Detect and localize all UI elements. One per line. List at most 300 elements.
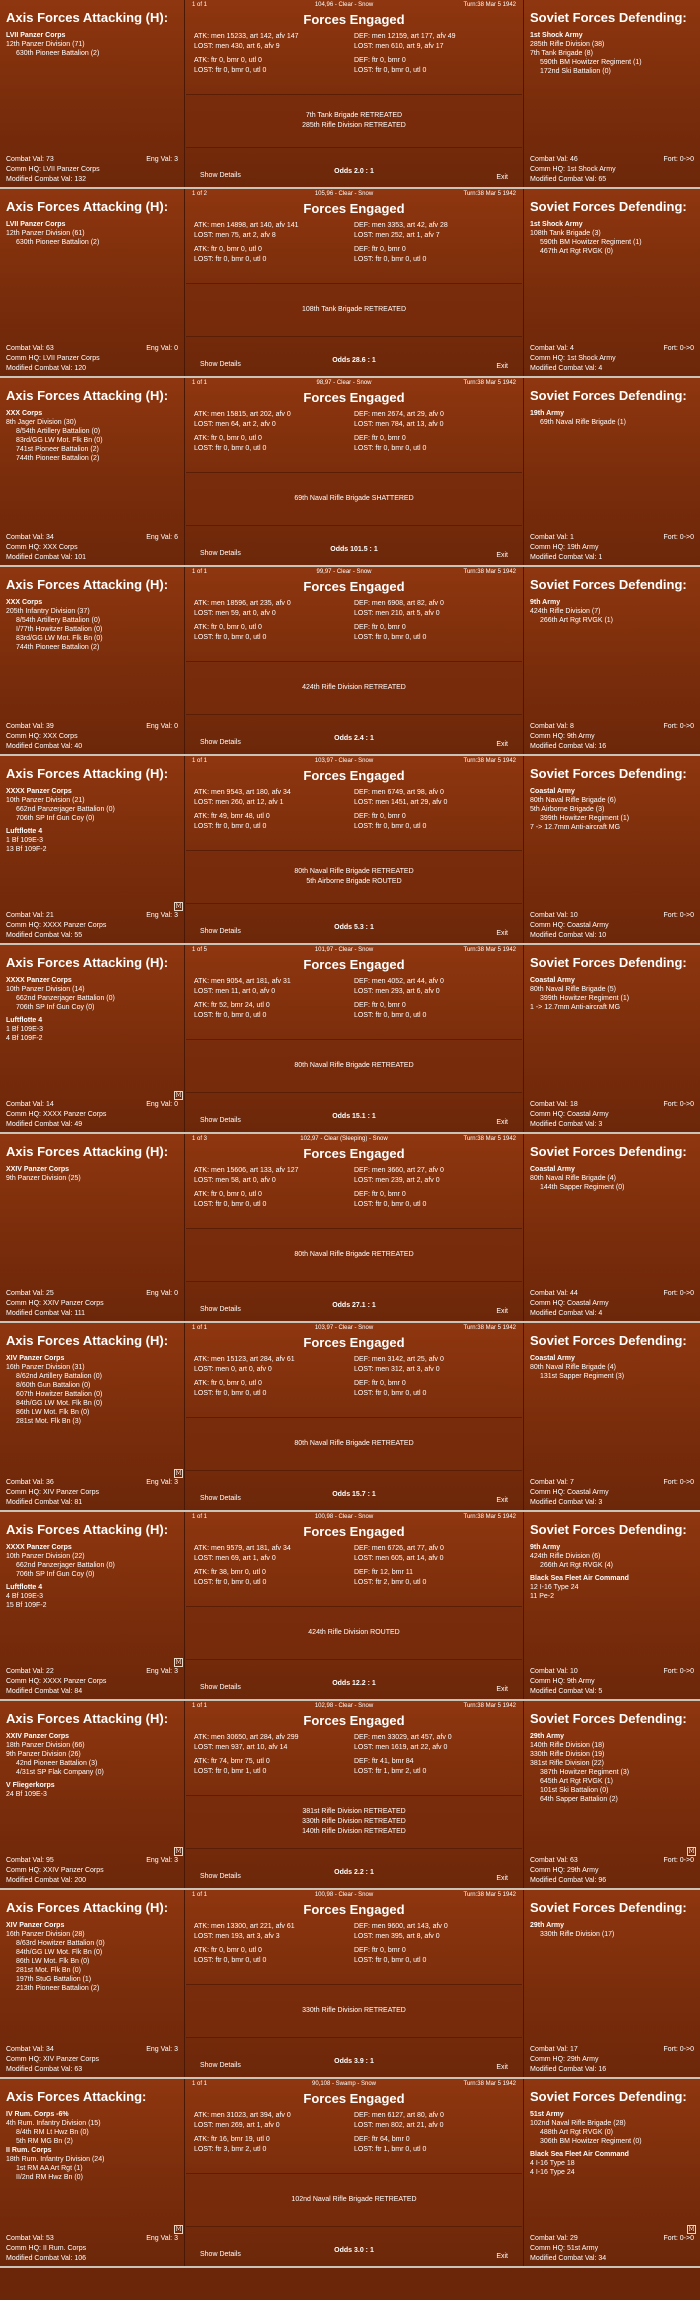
defender-ground-strength: DEF: men 6726, art 77, afv 0 xyxy=(354,1545,444,1552)
unit-line: XXXX Panzer Corps xyxy=(6,977,72,984)
show-details-button[interactable]: Show Details xyxy=(200,1306,241,1313)
attacker-eng-val: Eng Val: 0 xyxy=(146,1290,178,1297)
unit-line: 172nd Ski Battalion (0) xyxy=(540,68,611,75)
attacker-comm-hq: Comm HQ: XIV Panzer Corps xyxy=(6,2056,99,2063)
attacker-combat-val: Combat Val: 22 xyxy=(6,1668,54,1675)
attacker-eng-val: Eng Val: 3 xyxy=(146,1479,178,1486)
defender-footer xyxy=(530,1478,694,1508)
forces-engaged-title: Forces Engaged xyxy=(303,2091,405,2106)
unit-line: 1 Bf 109E-3 xyxy=(6,837,43,844)
attacker-air-strength: ATK: ftr 38, bmr 0, utl 0 xyxy=(194,1569,266,1576)
defender-comm-hq: Comm HQ: 1st Shock Army xyxy=(530,166,616,173)
attacker-column xyxy=(0,567,185,754)
unit-line: 330th Rifle Division (19) xyxy=(530,1751,605,1758)
losses-table xyxy=(194,1922,514,1966)
defender-ground-losses: LOST: men 239, art 2, afv 0 xyxy=(354,1177,440,1184)
attacker-ground-losses: LOST: men 69, art 1, afv 0 xyxy=(194,1555,276,1562)
unit-line: 7th Tank Brigade (8) xyxy=(530,50,593,57)
attacker-column xyxy=(0,1134,185,1321)
unit-line: XXXX Panzer Corps xyxy=(6,1544,72,1551)
attacker-title: Axis Forces Attacking (H): xyxy=(6,10,169,25)
unit-line: II/2nd RM Hwz Bn (0) xyxy=(16,2174,83,2181)
unit-line: 18th Panzer Division (66) xyxy=(6,1742,85,1749)
attacker-modified-combat-val: Modified Combat Val: 40 xyxy=(6,743,83,750)
unit-line: 83rd/GG LW Mot. Flk Bn (0) xyxy=(16,437,103,444)
unit-line: 86th LW Mot. Flk Bn (0) xyxy=(16,1409,90,1416)
unit-line: 10th Panzer Division (22) xyxy=(6,1553,85,1560)
attacker-ground-losses: LOST: men 937, art 10, afv 14 xyxy=(194,1744,288,1751)
defender-title: Soviet Forces Defending: xyxy=(530,1522,687,1537)
attacker-air-losses: LOST: ftr 0, bmr 0, utl 0 xyxy=(194,1579,267,1586)
turn-date: Turn:38 Mar 5 1942 xyxy=(463,1514,516,1520)
battle-odds: Odds 12.2 : 1 xyxy=(332,1680,376,1687)
attacker-air-strength: ATK: ftr 49, bmr 48, utl 0 xyxy=(194,813,270,820)
defender-air-strength: DEF: ftr 12, bmr 11 xyxy=(354,1569,413,1576)
unit-line: 8/60th Gun Battalion (0) xyxy=(16,1382,91,1389)
defender-column xyxy=(523,1890,700,2077)
attacker-expand-toggle[interactable]: [v] xyxy=(175,903,182,909)
unit-line: 630th Pioneer Battalion (2) xyxy=(16,50,100,57)
defender-unit-list xyxy=(530,787,694,832)
defender-combat-val: Combat Val: 10 xyxy=(530,912,578,919)
attacker-modified-combat-val: Modified Combat Val: 132 xyxy=(6,176,87,183)
result-line: 80th Naval Rifle Brigade RETREATED xyxy=(294,868,414,875)
result-line: 424th Rifle Division ROUTED xyxy=(308,1629,400,1636)
losses-table xyxy=(194,599,514,643)
unit-line: Luftflotte 4 xyxy=(6,1017,43,1024)
defender-footer xyxy=(530,722,694,752)
exit-button[interactable]: Exit xyxy=(496,1686,508,1693)
defender-air-strength: DEF: ftr 0, bmr 0 xyxy=(354,246,406,253)
defender-footer xyxy=(530,2234,694,2264)
losses-table xyxy=(194,2111,514,2155)
defender-air-losses: LOST: ftr 0, bmr 0, utl 0 xyxy=(354,1390,427,1397)
unit-line: Coastal Army xyxy=(530,788,575,795)
attacker-ground-losses: LOST: men 430, art 6, afv 9 xyxy=(194,43,280,50)
forces-engaged-title: Forces Engaged xyxy=(303,579,405,594)
unit-line: 9th Panzer Division (25) xyxy=(6,1175,81,1182)
unit-line: 399th Howitzer Regiment (1) xyxy=(540,815,630,822)
attacker-column xyxy=(0,189,185,376)
unit-line: XIV Panzer Corps xyxy=(6,1355,65,1362)
defender-footer xyxy=(530,1667,694,1697)
defender-title: Soviet Forces Defending: xyxy=(530,1900,687,1915)
unit-line: 590th BM Howitzer Regiment (1) xyxy=(540,239,642,246)
battle-panel xyxy=(0,567,700,756)
unit-line: XXIV Panzer Corps xyxy=(6,1166,70,1173)
forces-engaged-title: Forces Engaged xyxy=(303,1713,405,1728)
attacker-expand-toggle[interactable]: [v] xyxy=(175,1092,182,1098)
show-details-button[interactable]: Show Details xyxy=(200,739,241,746)
attacker-column xyxy=(0,1890,185,2077)
attacker-air-losses: LOST: ftr 0, bmr 0, utl 0 xyxy=(194,634,267,641)
unit-line: 13 Bf 109F-2 xyxy=(6,846,47,853)
result-line: 80th Naval Rifle Brigade RETREATED xyxy=(294,1440,414,1447)
unit-line: 706th SP Inf Gun Coy (0) xyxy=(16,1004,95,1011)
defender-unit-list xyxy=(530,409,694,427)
unit-line: 5th Airborne Brigade (3) xyxy=(530,806,605,813)
forces-engaged-column xyxy=(186,378,522,565)
attacker-title: Axis Forces Attacking (H): xyxy=(6,1900,169,1915)
show-details-button[interactable]: Show Details xyxy=(200,550,241,557)
forces-engaged-title: Forces Engaged xyxy=(303,1902,405,1917)
exit-button[interactable]: Exit xyxy=(496,2064,508,2071)
turn-date: Turn:38 Mar 5 1942 xyxy=(463,1892,516,1898)
defender-ground-strength: DEF: men 33029, art 457, afv 0 xyxy=(354,1734,452,1741)
attacker-ground-strength: ATK: men 30650, art 284, afv 299 xyxy=(194,1734,299,1741)
defender-expand-toggle[interactable]: [v] xyxy=(688,2226,695,2232)
exit-button[interactable]: Exit xyxy=(496,1497,508,1504)
unit-line: 84th/GG LW Mot. Flk Bn (0) xyxy=(16,1949,103,1956)
unit-line: 140th Rifle Division (18) xyxy=(530,1742,605,1749)
defender-unit-list xyxy=(530,220,694,256)
unit-line: 387th Howitzer Regiment (3) xyxy=(540,1769,630,1776)
losses-table xyxy=(194,1544,514,1588)
unit-line: 8/54th Artillery Battalion (0) xyxy=(16,428,101,435)
unit-line: 467th Art Rgt RVGK (0) xyxy=(540,248,614,255)
battle-results xyxy=(186,1606,522,1660)
defender-air-losses: LOST: ftr 0, bmr 0, utl 0 xyxy=(354,1201,427,1208)
attacker-combat-val: Combat Val: 53 xyxy=(6,2235,54,2242)
unit-line: 29th Army xyxy=(530,1922,564,1929)
attacker-comm-hq: Comm HQ: LVII Panzer Corps xyxy=(6,355,100,362)
attacker-footer xyxy=(6,722,178,752)
attacker-column xyxy=(0,1512,185,1699)
unit-line: 4/31st SP Flak Company (0) xyxy=(16,1769,104,1776)
hex-weather-info: 102,98 - Clear - Snow xyxy=(314,1703,374,1709)
defender-footer xyxy=(530,344,694,374)
battle-odds: Odds 2.4 : 1 xyxy=(334,735,374,742)
unit-line: 131st Sapper Regiment (3) xyxy=(540,1373,625,1380)
defender-modified-combat-val: Modified Combat Val: 5 xyxy=(530,1688,603,1695)
unit-line: 9th Army xyxy=(530,1544,561,1551)
losses-table xyxy=(194,1166,514,1210)
losses-table xyxy=(194,32,514,76)
attacker-ground-strength: ATK: men 13300, art 221, afv 61 xyxy=(194,1923,295,1930)
attacker-ground-strength: ATK: men 18596, art 235, afv 0 xyxy=(194,600,291,607)
defender-fort-level: Fort: 0->0 xyxy=(663,1101,694,1108)
battle-odds: Odds 2.0 : 1 xyxy=(334,168,374,175)
exit-button[interactable]: Exit xyxy=(496,1875,508,1882)
unit-line: 645th Art Rgt RVGK (1) xyxy=(540,1778,614,1785)
attacker-combat-val: Combat Val: 21 xyxy=(6,912,54,919)
defender-modified-combat-val: Modified Combat Val: 4 xyxy=(530,1310,603,1317)
unit-line: II Rum. Corps xyxy=(6,2147,52,2154)
unit-line: XIV Panzer Corps xyxy=(6,1922,65,1929)
exit-button[interactable]: Exit xyxy=(496,363,508,370)
unit-line: 1 -> 12.7mm Anti-aircraft MG xyxy=(530,1004,621,1011)
unit-line: 1st Shock Army xyxy=(530,221,583,228)
battle-odds: Odds 28.6 : 1 xyxy=(332,357,376,364)
unit-line: XXIV Panzer Corps xyxy=(6,1733,70,1740)
turn-date: Turn:38 Mar 5 1942 xyxy=(463,2081,516,2087)
attacker-unit-list xyxy=(6,1354,178,1426)
battle-results xyxy=(186,1228,522,1282)
battle-odds: Odds 5.3 : 1 xyxy=(334,924,374,931)
defender-combat-val: Combat Val: 10 xyxy=(530,1668,578,1675)
forces-engaged-column xyxy=(186,189,522,376)
exit-button[interactable]: Exit xyxy=(496,741,508,748)
defender-fort-level: Fort: 0->0 xyxy=(663,1479,694,1486)
attacker-title: Axis Forces Attacking (H): xyxy=(6,1711,169,1726)
defender-fort-level: Fort: 0->0 xyxy=(663,1290,694,1297)
battle-odds: Odds 15.1 : 1 xyxy=(332,1113,376,1120)
defender-unit-list xyxy=(530,1921,694,1939)
attacker-eng-val: Eng Val: 6 xyxy=(146,534,178,541)
battle-counter: 1 of 1 xyxy=(192,2,208,8)
attacker-modified-combat-val: Modified Combat Val: 49 xyxy=(6,1121,83,1128)
defender-combat-val: Combat Val: 1 xyxy=(530,534,574,541)
attacker-title: Axis Forces Attacking (H): xyxy=(6,388,169,403)
hex-weather-info: 102,97 - Clear (Sleeping) - Snow xyxy=(300,1136,388,1142)
attacker-title: Axis Forces Attacking (H): xyxy=(6,766,169,781)
attacker-air-strength: ATK: ftr 74, bmr 75, utl 0 xyxy=(194,1758,270,1765)
unit-line: 102nd Naval Rifle Brigade (28) xyxy=(530,2120,626,2127)
defender-ground-strength: DEF: men 9600, art 143, afv 0 xyxy=(354,1923,448,1930)
unit-line: 306th BM Howitzer Regiment (0) xyxy=(540,2138,642,2145)
defender-fort-level: Fort: 0->0 xyxy=(663,156,694,163)
defender-fort-level: Fort: 0->0 xyxy=(663,534,694,541)
attacker-ground-strength: ATK: men 31023, art 394, afv 0 xyxy=(194,2112,291,2119)
hex-weather-info: 103,97 - Clear - Snow xyxy=(314,1325,374,1331)
show-details-button[interactable]: Show Details xyxy=(200,2062,241,2069)
unit-line: 488th Art Rgt RVGK (0) xyxy=(540,2129,614,2136)
unit-line: 7 -> 12.7mm Anti-aircraft MG xyxy=(530,824,621,831)
forces-engaged-column xyxy=(186,1701,522,1888)
unit-line: 4 I-16 Type 24 xyxy=(530,2169,575,2176)
show-details-button[interactable]: Show Details xyxy=(200,1495,241,1502)
defender-ground-losses: LOST: men 610, art 9, afv 17 xyxy=(354,43,444,50)
show-details-button[interactable]: Show Details xyxy=(200,2251,241,2258)
attacker-eng-val: Eng Val: 0 xyxy=(146,723,178,730)
battle-panel xyxy=(0,0,700,189)
unit-line: 8/4th RM Lt Hwz Bn (0) xyxy=(16,2129,89,2136)
defender-footer xyxy=(530,1289,694,1319)
defender-combat-val: Combat Val: 8 xyxy=(530,723,574,730)
defender-column xyxy=(523,1323,700,1510)
defender-air-strength: DEF: ftr 0, bmr 0 xyxy=(354,1002,406,1009)
defender-modified-combat-val: Modified Combat Val: 3 xyxy=(530,1499,603,1506)
attacker-eng-val: Eng Val: 3 xyxy=(146,2046,178,2053)
battle-counter: 1 of 1 xyxy=(192,1703,208,1709)
attacker-modified-combat-val: Modified Combat Val: 55 xyxy=(6,932,83,939)
battle-counter: 1 of 1 xyxy=(192,1325,208,1331)
attacker-air-strength: ATK: ftr 0, bmr 0, utl 0 xyxy=(194,246,262,253)
turn-date: Turn:38 Mar 5 1942 xyxy=(463,947,516,953)
battle-odds: Odds 3.9 : 1 xyxy=(334,2058,374,2065)
show-details-button[interactable]: Show Details xyxy=(200,172,241,179)
defender-title: Soviet Forces Defending: xyxy=(530,766,687,781)
unit-line: 744th Pioneer Battalion (2) xyxy=(16,455,100,462)
battle-panel xyxy=(0,756,700,945)
battle-odds: Odds 3.0 : 1 xyxy=(334,2247,374,2254)
attacker-unit-list xyxy=(6,598,178,652)
defender-column xyxy=(523,756,700,943)
losses-table xyxy=(194,1733,514,1777)
attacker-unit-list xyxy=(6,1732,178,1799)
battle-panel xyxy=(0,1701,700,1890)
attacker-eng-val: Eng Val: 3 xyxy=(146,1668,178,1675)
attacker-air-strength: ATK: ftr 52, bmr 24, utl 0 xyxy=(194,1002,270,1009)
defender-ground-losses: LOST: men 605, art 14, afv 0 xyxy=(354,1555,444,1562)
defender-ground-strength: DEF: men 3142, art 25, afv 0 xyxy=(354,1356,444,1363)
battle-counter: 1 of 1 xyxy=(192,1892,208,1898)
defender-ground-losses: LOST: men 210, art 5, afv 0 xyxy=(354,610,440,617)
defender-air-losses: LOST: ftr 2, bmr 0, utl 0 xyxy=(354,1579,427,1586)
exit-button[interactable]: Exit xyxy=(496,2253,508,2260)
attacker-combat-val: Combat Val: 39 xyxy=(6,723,54,730)
defender-ground-losses: LOST: men 293, art 6, afv 0 xyxy=(354,988,440,995)
battle-odds: Odds 15.7 : 1 xyxy=(332,1491,376,1498)
unit-line: 4 Bf 109E-3 xyxy=(6,1593,43,1600)
hex-weather-info: 90,108 - Swamp - Snow xyxy=(311,2081,377,2087)
forces-engaged-title: Forces Engaged xyxy=(303,390,405,405)
unit-line: 64th Sapper Battalion (2) xyxy=(540,1796,618,1803)
battle-results xyxy=(186,1984,522,2038)
defender-air-losses: LOST: ftr 0, bmr 0, utl 0 xyxy=(354,1012,427,1019)
defender-column xyxy=(523,189,700,376)
attacker-modified-combat-val: Modified Combat Val: 63 xyxy=(6,2066,83,2073)
attacker-air-strength: ATK: ftr 0, bmr 0, utl 0 xyxy=(194,1380,262,1387)
attacker-expand-toggle[interactable]: [v] xyxy=(175,1470,182,1476)
defender-title: Soviet Forces Defending: xyxy=(530,388,687,403)
defender-combat-val: Combat Val: 7 xyxy=(530,1479,574,1486)
defender-expand-toggle[interactable]: [v] xyxy=(688,1848,695,1854)
defender-fort-level: Fort: 0->0 xyxy=(663,1857,694,1864)
unit-line: 8th Jager Division (30) xyxy=(6,419,77,426)
turn-date: Turn:38 Mar 5 1942 xyxy=(463,2,516,8)
defender-modified-combat-val: Modified Combat Val: 3 xyxy=(530,1121,603,1128)
unit-line: 101st Ski Battalion (0) xyxy=(540,1787,609,1794)
losses-table xyxy=(194,788,514,832)
defender-comm-hq: Comm HQ: Coastal Army xyxy=(530,922,609,929)
unit-line: XXX Corps xyxy=(6,410,43,417)
unit-line: 69th Naval Rifle Brigade (1) xyxy=(540,419,626,426)
exit-button[interactable]: Exit xyxy=(496,552,508,559)
forces-engaged-title: Forces Engaged xyxy=(303,1335,405,1350)
attacker-combat-val: Combat Val: 25 xyxy=(6,1290,54,1297)
attacker-title: Axis Forces Attacking (H): xyxy=(6,1333,169,1348)
exit-button[interactable]: Exit xyxy=(496,930,508,937)
result-line: 108th Tank Brigade RETREATED xyxy=(301,306,406,313)
defender-ground-losses: LOST: men 312, art 3, afv 0 xyxy=(354,1366,440,1373)
defender-combat-val: Combat Val: 17 xyxy=(530,2046,578,2053)
battle-panel xyxy=(0,1323,700,1512)
defender-footer xyxy=(530,2045,694,2075)
attacker-air-strength: ATK: ftr 0, bmr 0, utl 0 xyxy=(194,1947,262,1954)
unit-line: 16th Panzer Division (28) xyxy=(6,1931,85,1938)
show-details-button[interactable]: Show Details xyxy=(200,1117,241,1124)
attacker-modified-combat-val: Modified Combat Val: 81 xyxy=(6,1499,83,1506)
battle-results xyxy=(186,661,522,715)
attacker-title: Axis Forces Attacking (H): xyxy=(6,199,169,214)
hex-weather-info: 98,97 - Clear - Snow xyxy=(316,380,372,386)
unit-line: 281st Mot. Flk Bn (3) xyxy=(16,1418,81,1425)
exit-button[interactable]: Exit xyxy=(496,1119,508,1126)
defender-air-losses: LOST: ftr 0, bmr 0, utl 0 xyxy=(354,634,427,641)
attacker-title: Axis Forces Attacking (H): xyxy=(6,955,169,970)
forces-engaged-title: Forces Engaged xyxy=(303,201,405,216)
hex-weather-info: 100,98 - Clear - Snow xyxy=(314,1892,374,1898)
defender-comm-hq: Comm HQ: 1st Shock Army xyxy=(530,355,616,362)
defender-comm-hq: Comm HQ: 29th Army xyxy=(530,1867,599,1874)
attacker-modified-combat-val: Modified Combat Val: 111 xyxy=(6,1310,85,1317)
defender-title: Soviet Forces Defending: xyxy=(530,1144,687,1159)
exit-button[interactable]: Exit xyxy=(496,174,508,181)
show-details-button[interactable]: Show Details xyxy=(200,1873,241,1880)
defender-air-losses: LOST: ftr 0, bmr 0, utl 0 xyxy=(354,445,427,452)
attacker-ground-strength: ATK: men 15815, art 202, afv 0 xyxy=(194,411,291,418)
attacker-combat-val: Combat Val: 36 xyxy=(6,1479,54,1486)
unit-line: 24 Bf 109E-3 xyxy=(6,1791,47,1798)
show-details-button[interactable]: Show Details xyxy=(200,361,241,368)
unit-line: 285th Rifle Division (38) xyxy=(530,41,605,48)
attacker-ground-losses: LOST: men 59, art 0, afv 0 xyxy=(194,610,276,617)
defender-title: Soviet Forces Defending: xyxy=(530,955,687,970)
battle-header xyxy=(192,569,516,575)
result-line: 285th Rifle Division RETREATED xyxy=(302,122,406,129)
result-line: 102nd Naval Rifle Brigade RETREATED xyxy=(291,2196,417,2203)
attacker-comm-hq: Comm HQ: XXXX Panzer Corps xyxy=(6,922,107,929)
defender-air-strength: DEF: ftr 0, bmr 0 xyxy=(354,435,406,442)
attacker-ground-strength: ATK: men 15606, art 133, afv 127 xyxy=(194,1167,299,1174)
attacker-comm-hq: Comm HQ: XIV Panzer Corps xyxy=(6,1489,99,1496)
attacker-comm-hq: Comm HQ: XXX Corps xyxy=(6,544,78,551)
attacker-footer xyxy=(6,1478,178,1508)
attacker-air-strength: ATK: ftr 0, bmr 0, utl 0 xyxy=(194,624,262,631)
defender-modified-combat-val: Modified Combat Val: 10 xyxy=(530,932,607,939)
forces-engaged-column xyxy=(186,1890,522,2077)
unit-line: 381st Rifle Division (22) xyxy=(530,1760,604,1767)
attacker-expand-toggle[interactable]: [v] xyxy=(175,1848,182,1854)
attacker-ground-losses: LOST: men 0, art 0, afv 0 xyxy=(194,1366,272,1373)
attacker-footer xyxy=(6,2234,178,2264)
defender-column xyxy=(523,1512,700,1699)
attacker-air-strength: ATK: ftr 0, bmr 0, utl 0 xyxy=(194,57,262,64)
hex-weather-info: 100,98 - Clear - Snow xyxy=(314,1514,374,1520)
exit-button[interactable]: Exit xyxy=(496,1308,508,1315)
unit-line: 607th Howitzer Battalion (0) xyxy=(16,1391,103,1398)
unit-line: 630th Pioneer Battalion (2) xyxy=(16,239,100,246)
attacker-unit-list xyxy=(6,976,178,1043)
attacker-title: Axis Forces Attacking (H): xyxy=(6,577,169,592)
attacker-ground-losses: LOST: men 64, art 2, afv 0 xyxy=(194,421,276,428)
defender-air-losses: LOST: ftr 1, bmr 0, utl 0 xyxy=(354,2146,427,2153)
battle-header xyxy=(192,191,516,197)
attacker-air-losses: LOST: ftr 3, bmr 2, utl 0 xyxy=(194,2146,267,2153)
unit-line: 1st RM AA Art Rgt (1) xyxy=(16,2165,83,2172)
attacker-air-strength: ATK: ftr 0, bmr 0, utl 0 xyxy=(194,1191,262,1198)
unit-line: 662nd Panzerjager Battalion (0) xyxy=(16,1562,115,1569)
forces-engaged-column xyxy=(186,1134,522,1321)
defender-column xyxy=(523,1134,700,1321)
unit-line: 9th Army xyxy=(530,599,561,606)
attacker-expand-toggle[interactable]: [v] xyxy=(175,1659,182,1665)
unit-line: 80th Naval Rifle Brigade (4) xyxy=(530,1175,616,1182)
attacker-air-losses: LOST: ftr 0, bmr 1, utl 0 xyxy=(194,1768,267,1775)
result-line: 330th Rifle Division RETREATED xyxy=(302,2007,406,2014)
attacker-expand-toggle[interactable]: [v] xyxy=(175,2226,182,2232)
attacker-footer xyxy=(6,2045,178,2075)
unit-line: 1 Bf 109E-3 xyxy=(6,1026,43,1033)
losses-table xyxy=(194,1355,514,1399)
result-line: 381st Rifle Division RETREATED xyxy=(302,1808,406,1815)
attacker-air-losses: LOST: ftr 0, bmr 0, utl 0 xyxy=(194,1390,267,1397)
defender-comm-hq: Comm HQ: Coastal Army xyxy=(530,1300,609,1307)
show-details-button[interactable]: Show Details xyxy=(200,1684,241,1691)
attacker-comm-hq: Comm HQ: XXXX Panzer Corps xyxy=(6,1111,107,1118)
show-details-button[interactable]: Show Details xyxy=(200,928,241,935)
